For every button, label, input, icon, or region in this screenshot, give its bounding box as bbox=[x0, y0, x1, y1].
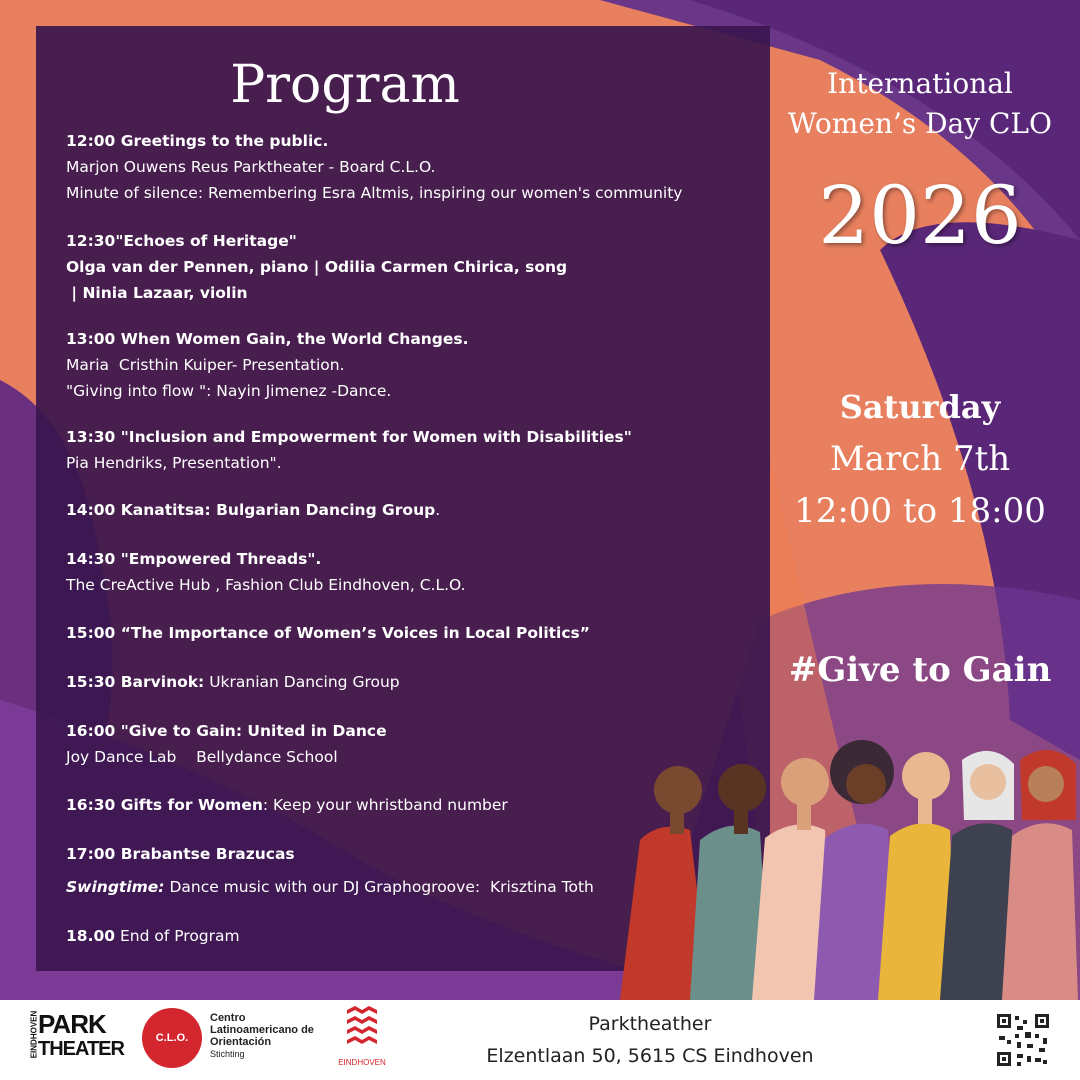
item-detail: Minute of silence: Remembering Esra Altmis, inspiring our women's community bbox=[66, 184, 683, 202]
parktheater-logo bbox=[24, 1009, 124, 1064]
item-detail: "Giving into flow ": Nayin Jimenez -Dance. bbox=[66, 382, 392, 400]
schedule-item bbox=[66, 497, 440, 523]
item-heading: 16:00 "Give to Gain: United in Dance bbox=[66, 722, 387, 740]
item-detail: | Ninia Lazaar, violin bbox=[66, 284, 248, 302]
eindhoven-crest-icon bbox=[347, 1006, 377, 1044]
schedule-item bbox=[66, 228, 567, 306]
clo-badge bbox=[142, 1008, 202, 1068]
event-year: 2026 bbox=[818, 169, 1022, 262]
item-heading: 17:00 Brabantse Brazucas bbox=[66, 845, 295, 863]
event-date: March 7th bbox=[829, 439, 1011, 479]
clo-name-line: Latinoamericano de bbox=[210, 1024, 314, 1036]
item-detail: Marjon Ouwens Reus Parktheater - Board C.L.O. bbox=[66, 158, 436, 176]
schedule-item bbox=[66, 841, 594, 900]
item-heading: 13:00 When Women Gain, the World Changes. bbox=[66, 330, 469, 348]
schedule-item bbox=[66, 669, 400, 695]
schedule-item bbox=[66, 326, 469, 404]
venue-address bbox=[455, 1008, 845, 1072]
event-title-line: International bbox=[827, 67, 1013, 100]
clo-badge-text: C.L.O. bbox=[155, 1032, 189, 1044]
schedule-item bbox=[66, 792, 508, 818]
eindhoven-label: EINDHOVEN bbox=[338, 1058, 386, 1067]
event-time: 12:00 to 18:00 bbox=[794, 491, 1046, 531]
schedule-item bbox=[66, 424, 632, 476]
venue-name: Parktheather bbox=[588, 1013, 712, 1035]
clo-name-line: Stichting bbox=[210, 1049, 245, 1059]
clo-name-line: Orientación bbox=[210, 1036, 272, 1048]
item-heading: 14:00 Kanatitsa: Bulgarian Dancing Group. bbox=[66, 501, 441, 519]
event-title bbox=[780, 64, 1060, 144]
parktheater-logo-line: PARK bbox=[38, 1009, 106, 1039]
program-title: Program bbox=[230, 55, 460, 115]
event-title-line: Women’s Day CLO bbox=[788, 107, 1052, 140]
item-heading: 14:30 "Empowered Threads". bbox=[66, 550, 322, 568]
clo-logo bbox=[142, 1008, 342, 1072]
item-detail: Pia Hendriks, Presentation". bbox=[66, 454, 282, 472]
item-detail: Joy Dance Lab Bellydance School bbox=[66, 748, 338, 766]
schedule-item bbox=[66, 620, 590, 646]
item-heading: 15:30 Barvinok: Ukranian Dancing Group bbox=[66, 673, 400, 691]
item-heading: 12:00 Greetings to the public. bbox=[66, 132, 329, 150]
item-detail: The CreActive Hub , Fashion Club Eindhoven, C.L.O. bbox=[66, 576, 466, 594]
footer bbox=[0, 1000, 1080, 1080]
item-heading: 15:00 “The Importance of Women’s Voices in Local Politics” bbox=[66, 624, 590, 642]
schedule-item bbox=[66, 718, 387, 770]
eindhoven-logo bbox=[332, 1006, 392, 1072]
schedule-item bbox=[66, 128, 682, 206]
item-detail: Olga van der Pennen, piano | Odilia Carmen Chirica, song bbox=[66, 258, 568, 276]
parktheater-logo-small: EINDHOVEN bbox=[29, 1010, 39, 1059]
women-illustration bbox=[600, 720, 1080, 1000]
item-detail: Maria Cristhin Kuiper- Presentation. bbox=[66, 356, 345, 374]
event-day: Saturday bbox=[839, 388, 1001, 426]
clo-name-line: Centro bbox=[210, 1012, 246, 1024]
qr-code-icon[interactable] bbox=[995, 1012, 1051, 1068]
schedule-item bbox=[66, 546, 466, 598]
clo-name bbox=[210, 1012, 314, 1060]
parktheater-logo-line: THEATER bbox=[38, 1038, 124, 1060]
item-heading: 16:30 Gifts for Women: Keep your whristband number bbox=[66, 796, 508, 814]
event-hashtag: #Give to Gain bbox=[788, 650, 1052, 690]
item-heading: 18.00 End of Program bbox=[66, 927, 240, 945]
item-heading: 12:30"Echoes of Heritage" bbox=[66, 232, 297, 250]
item-heading: 13:30 "Inclusion and Empowerment for Women with Disabilities" bbox=[66, 428, 632, 446]
venue-street: Elzentlaan 50, 5615 CS Eindhoven bbox=[486, 1045, 814, 1067]
schedule-item bbox=[66, 923, 240, 949]
item-detail: Swingtime: Dance music with our DJ Graphogroove: Krisztina Toth bbox=[66, 878, 594, 896]
